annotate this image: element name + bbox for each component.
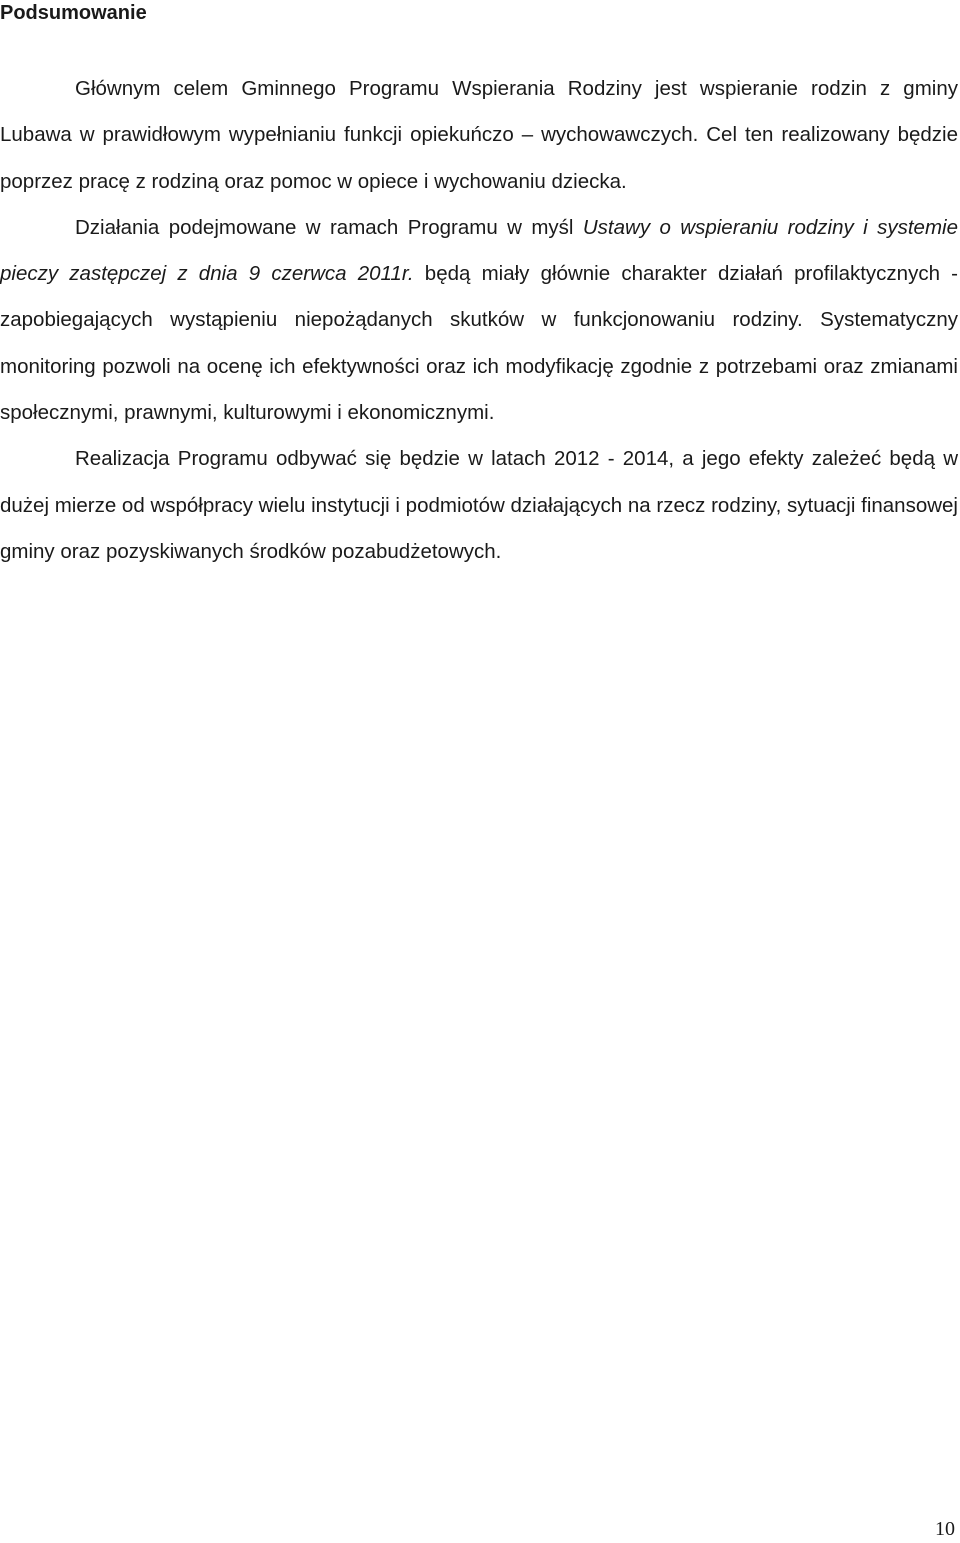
paragraph-actions	[0, 205, 958, 436]
page-number: 10	[935, 1518, 955, 1540]
paragraph-goal: Głównym celem Gminnego Programu Wspierania Rodziny jest wspieranie rodzin z gminy Lubawa w prawidłowym wypełnianiu funkcji opiekuńczo – wychowawczych. Cel ten realizowany będzie poprzez pracę z rodziną oraz pomoc w opiece i wychowaniu dziecka.	[0, 77, 958, 193]
paragraph-implementation: Realizacja Programu odbywać się będzie w latach 2012 - 2014, a jego efekty zależeć będą w dużej mierze od współpracy wielu instytucji i podmiotów działających na rzecz rodziny, sytuacji finansowej gminy oraz pozyskiwanych środków pozabudżetowych.	[0, 447, 958, 563]
section-heading: Podsumowanie	[0, 2, 147, 24]
paragraph-actions-lead: Działania podejmowane w ramach Programu w myśl	[75, 215, 583, 239]
statute-reference: Ustawy o wspieraniu rodziny i systemie pieczy zastępczej z dnia 9 czerwca 2011r.	[0, 215, 958, 286]
summary-body	[0, 66, 958, 575]
paragraph-actions-rest: będą miały głównie charakter działań profilaktycznych - zapobiegających wystąpieniu niepożądanych skutków w funkcjonowaniu rodziny. Systematyczny monitoring pozwoli na ocenę ich efektywności oraz ich modyfikację zgodnie z potrzebami oraz zmianami społecznymi, prawnymi, kulturowymi i ekonomicznymi.	[0, 262, 959, 425]
